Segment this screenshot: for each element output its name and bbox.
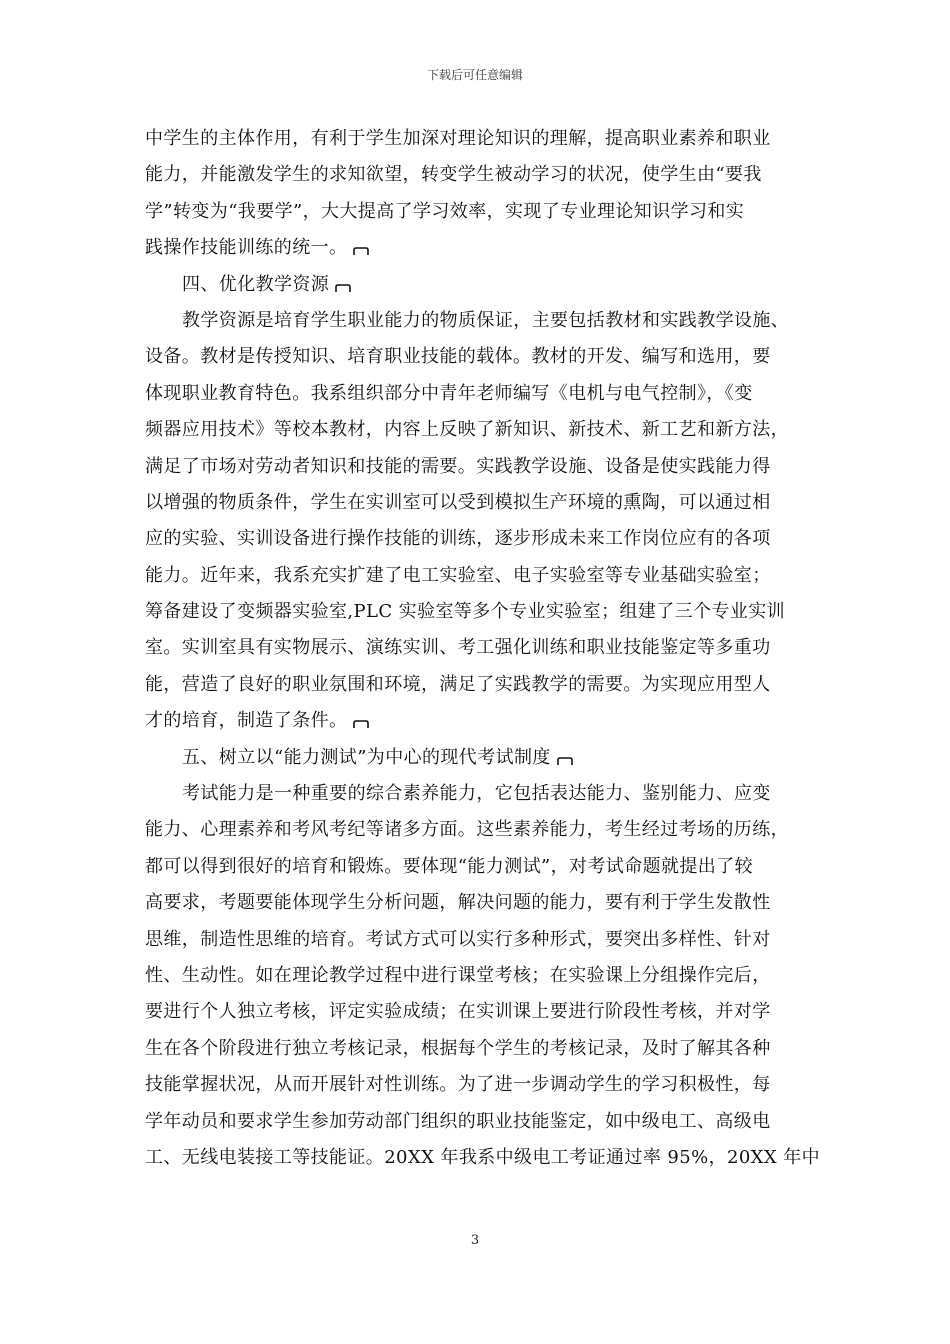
text-line: [145, 776, 805, 812]
text-line: [145, 630, 805, 666]
text-line-content: 能力、心理素养和考风考纪等诸多方面。这些素养能力，考生经过考场的历练，: [145, 819, 789, 841]
text-line: [145, 121, 805, 157]
text-line-content: 技能掌握状况，从而开展针对性训练。为了进一步调动学生的学习积极性，每: [145, 1074, 771, 1096]
text-line: [145, 667, 805, 703]
text-line-content: 能力，并能激发学生的求知欲望，转变学生被动学习的状况，使学生由“要我: [145, 164, 762, 186]
text-line-content: 性、生动性。如在理论教学过程中进行课堂考核；在实验课上分组操作完后，: [145, 964, 771, 986]
text-line-content: 要进行个人独立考核，评定实验成绩；在实训课上要进行阶段性考核，并对学: [145, 1001, 771, 1023]
text-line-content: 四、优化教学资源: [182, 273, 330, 295]
text-line: [145, 703, 805, 739]
text-line: [145, 958, 805, 994]
text-line: [145, 885, 805, 921]
text-line: [145, 521, 805, 557]
text-line: [145, 812, 805, 848]
text-line-content: 体现职业教育特色。我系组织部分中青年老师编写《电机与电气控制》，《变: [145, 382, 753, 404]
text-line: [145, 1031, 805, 1067]
paragraph-mark-icon: [353, 247, 369, 255]
text-line: [145, 230, 805, 266]
text-line: [145, 558, 805, 594]
paragraph-mark-icon: [353, 720, 369, 728]
text-line: [145, 1140, 821, 1176]
text-line-content: 学”转变为“我要学”，大大提高了学习效率，实现了专业理论知识学习和实: [145, 200, 745, 222]
text-line-content: 室。实训室具有实物展示、演练实训、考工强化训练和职业技能鉴定等多重功: [145, 637, 771, 659]
text-line: [145, 594, 805, 630]
text-line-content: 能，营造了良好的职业氛围和环境，满足了实践教学的需要。为实现应用型人: [145, 673, 771, 695]
paragraph-mark-icon: [335, 284, 351, 292]
text-line: [145, 449, 805, 485]
text-line: [145, 267, 805, 303]
text-line-content: 应的实验、实训设备进行操作技能的训练，逐步形成未来工作岗位应有的各项: [145, 528, 771, 550]
text-line: [145, 157, 805, 193]
text-line: [145, 339, 805, 375]
text-line: [145, 303, 805, 339]
text-line-content: 才的培育，制造了条件。: [145, 710, 348, 732]
text-line-content: 教学资源是培育学生职业能力的物质保证，主要包括教材和实践教学设施、: [182, 309, 790, 331]
text-line-content: 学年动员和要求学生参加劳动部门组织的职业技能鉴定，如中级电工、高级电: [145, 1110, 771, 1132]
text-line-content: 都可以得到很好的培育和锻炼。要体现“能力测试”，对考试命题就提出了较: [145, 855, 754, 877]
text-line-content: 中学生的主体作用，有利于学生加深对理论知识的理解，提高职业素养和职业: [145, 128, 771, 149]
text-line-content: 满足了市场对劳动者知识和技能的需要。实践教学设施、设备是使实践能力得: [145, 455, 771, 477]
text-line-content: 以增强的物质条件，学生在实训室可以受到模拟生产环境的熏陶，可以通过相: [145, 491, 771, 513]
text-line-content: 频器应用技术》等校本教材，内容上反映了新知识、新技术、新工艺和新方法，: [145, 419, 789, 441]
text-line-content: 筹备建设了变频器实验室,PLC 实验室等多个专业实验室；组建了三个专业实训: [145, 601, 786, 623]
text-line-content: 生在各个阶段进行独立考核记录，根据每个学生的考核记录，及时了解其各种: [145, 1037, 771, 1059]
text-line-content: 设备。教材是传授知识、培育职业技能的载体。教材的开发、编写和选用，要: [145, 346, 771, 368]
text-line-content: 工、无线电装接工等技能证。20XX 年我系中级电工考证通过率 95%，20XX 年中: [145, 1146, 821, 1168]
text-line: [145, 194, 805, 230]
text-line: [145, 922, 805, 958]
text-line: [145, 849, 805, 885]
document-body: [145, 121, 821, 1176]
page-number: 3: [470, 1233, 480, 1248]
text-line: [145, 376, 805, 412]
text-line-content: 思维，制造性思维的培育。考试方式可以实行多种形式，要突出多样性、针对: [145, 928, 771, 950]
text-line-content: 考试能力是一种重要的综合素养能力，它包括表达能力、鉴别能力、应变: [182, 783, 771, 805]
text-line: [145, 1067, 805, 1103]
text-line: [145, 412, 805, 448]
text-line: [145, 994, 805, 1030]
page-header: 下载后可任意编辑: [426, 68, 523, 82]
text-line-content: 五、树立以“能力测试”为中心的现代考试制度: [182, 746, 551, 768]
text-line: [145, 1104, 805, 1140]
paragraph-mark-icon: [557, 757, 573, 765]
text-line-content: 践操作技能训练的统一。: [145, 237, 348, 259]
text-line-content: 能力。近年来，我系充实扩建了电工实验室、电子实验室等专业基础实验室；: [145, 564, 771, 586]
text-line: [145, 485, 805, 521]
text-line-content: 高要求，考题要能体现学生分析问题，解决问题的能力，要有利于学生发散性: [145, 892, 771, 914]
text-line: [145, 740, 805, 776]
